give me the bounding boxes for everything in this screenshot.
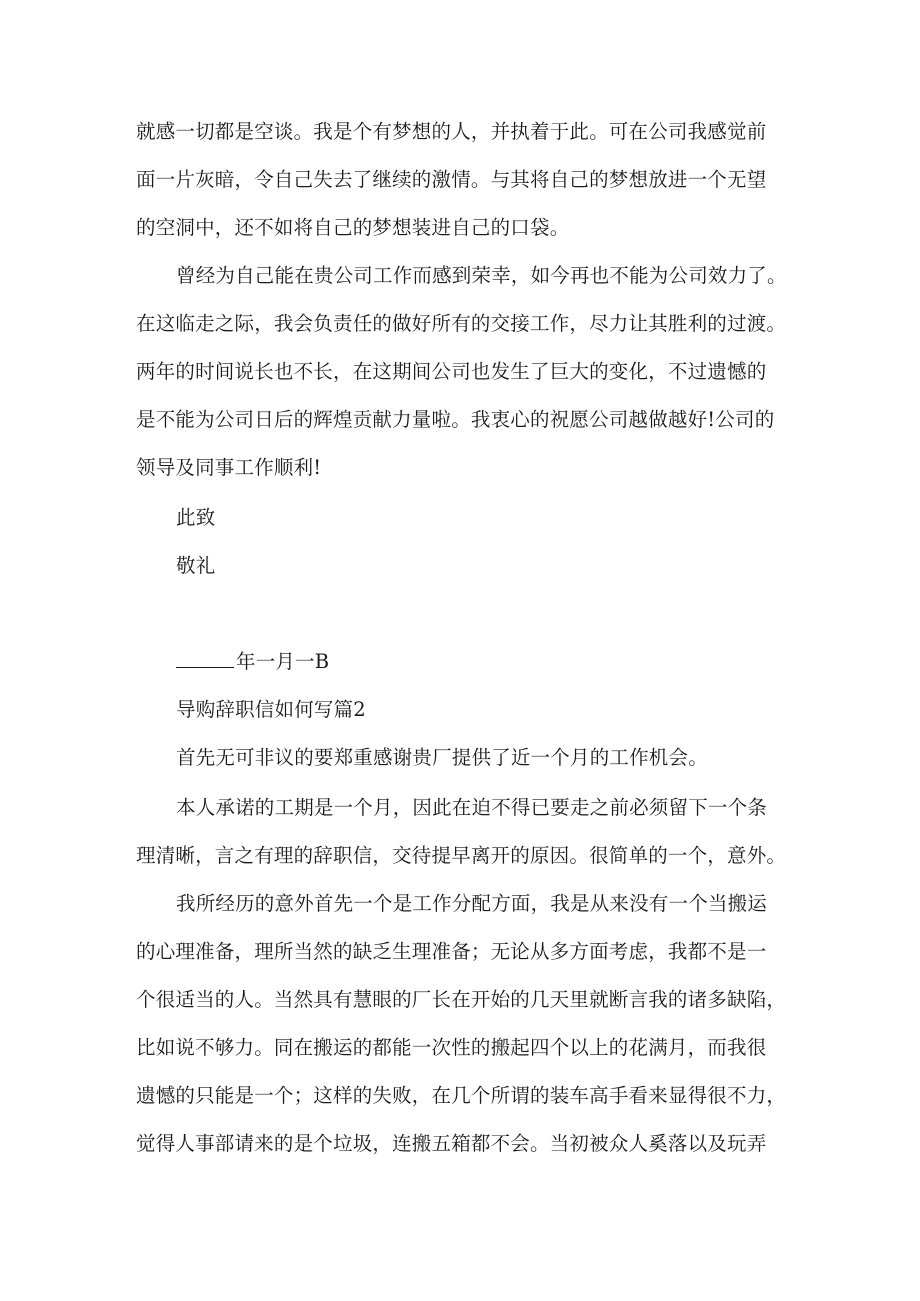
text-line: 两年的时间说长也不长，在这期间公司也发生了巨大的变化，不过遗憾的: [136, 360, 767, 383]
text-line: 曾经为自己能在贵公司工作而感到荣幸，如今再也不能为公司效力了。: [176, 264, 787, 287]
date-line: [176, 650, 329, 674]
text-line: 我所经历的意外首先一个是工作分配方面，我是从来没有一个当搬运: [176, 892, 768, 915]
text-line: 觉得人事部请来的是个垃圾，连搬五箱都不会。当初被众人奚落以及玩弄: [136, 1132, 767, 1155]
text-line: 理清晰，言之有理的辞职信，交待提早离开的原因。很简单的一个，意外。: [136, 844, 787, 867]
date-text: 年一月一B: [236, 650, 330, 673]
closing-salutation: 此致: [176, 506, 216, 529]
closing-regards: 敬礼: [176, 554, 216, 577]
text-line: 领导及同事工作顺利!: [136, 456, 322, 479]
text-line: 首先无可非议的要郑重感谢贵厂提供了近一个月的工作机会。: [176, 746, 708, 769]
text-line: 个很适当的人。当然具有慧眼的厂长在开始的几天里就断言我的诸多缺陷，: [136, 988, 787, 1011]
text-line: 在这临走之际，我会负责任的做好所有的交接工作，尽力让其胜利的过渡。: [136, 312, 787, 335]
section-heading: 导购辞职信如何写篇2: [176, 698, 366, 721]
text-line: 是不能为公司日后的辉煌贡献力量啦。我衷心的祝愿公司越做越好!公司的: [136, 408, 775, 431]
text-line: 的空洞中，还不如将自己的梦想装进自己的口袋。: [136, 216, 570, 239]
date-blank-underline: [176, 650, 234, 668]
text-line: 就感一切都是空谈。我是个有梦想的人，并执着于此。可在公司我感觉前: [136, 120, 767, 143]
text-line: 比如说不够力。同在搬运的都能一次性的搬起四个以上的花满月，而我很: [136, 1036, 767, 1059]
text-line: 面一片灰暗，令自己失去了继续的激情。与其将自己的梦想放进一个无望: [136, 168, 767, 191]
text-line: 的心理准备，理所当然的缺乏生理准备；无论从多方面考虑，我都不是一: [136, 940, 767, 963]
text-line: 本人承诺的工期是一个月，因此在迫不得已要走之前必须留下一个条: [176, 796, 768, 819]
text-line: 遗憾的只能是一个；这样的失败，在几个所谓的装车高手看来显得很不力，: [136, 1084, 787, 1107]
